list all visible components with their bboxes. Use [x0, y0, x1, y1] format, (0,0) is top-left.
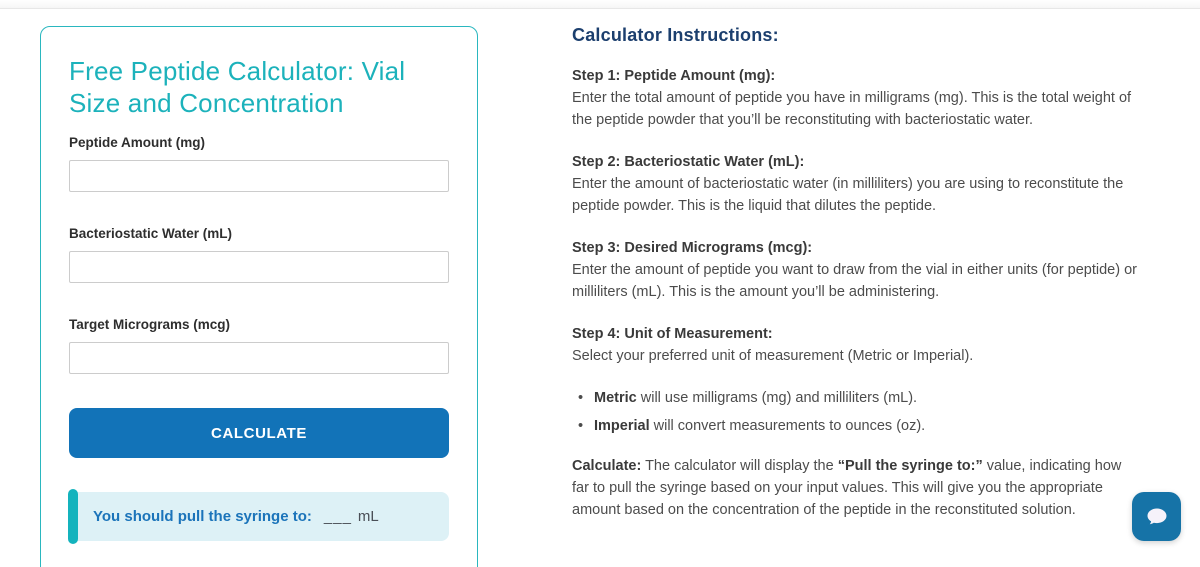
chat-widget-button[interactable] [1132, 492, 1181, 541]
result-accent-bar [68, 489, 78, 544]
target-micrograms-input[interactable] [69, 342, 449, 374]
instruction-step-1 [572, 65, 1140, 131]
result-label: You should pull the syringe to: [93, 508, 312, 525]
field-target-micrograms [69, 317, 449, 374]
calculator-title: Free Peptide Calculator: Vial Size and Concentration [69, 56, 406, 118]
calculate-note-text-1: The calculator will display the [641, 458, 838, 474]
peptide-amount-input[interactable] [69, 160, 449, 192]
header-bottom-edge [0, 0, 1200, 9]
step-1-title: Step 1: Peptide Amount (mg): [572, 68, 776, 84]
calculate-note-text-2: value, indicating how far to pull the syringe based on your input values. This will give you the appropriate amount based on the concentration of the peptide in the reconstituted solution. [572, 458, 1122, 518]
step-3-body: Enter the amount of peptide you want to draw from the vial in either units (for peptide) or milliliters (mL). This is the amount you’ll be administering. [572, 262, 1137, 300]
metric-bullet [578, 387, 1140, 409]
imperial-bullet-text: will convert measurements to ounces (oz). [649, 418, 926, 434]
calculate-note-quote: “Pull the syringe to:” [837, 458, 983, 474]
imperial-bullet-bold: Imperial [594, 418, 650, 434]
step-4-title: Step 4: Unit of Measurement: [572, 326, 773, 342]
result-unit: mL [357, 508, 379, 525]
calculate-note [572, 455, 1140, 521]
instruction-step-3 [572, 237, 1140, 303]
metric-bullet-bold: Metric [594, 390, 637, 406]
bacteriostatic-water-input[interactable] [69, 251, 449, 283]
step-1-body: Enter the total amount of peptide you have in milligrams (mg). This is the total weight of the peptide powder that you’ll be reconstituting with bacteriostatic water. [572, 90, 1132, 128]
step-4-body: Select your preferred unit of measurement (Metric or Imperial). [572, 348, 974, 364]
chat-bubble-icon [1144, 505, 1170, 529]
calculate-button[interactable]: CALCULATE [69, 408, 449, 458]
step-2-title: Step 2: Bacteriostatic Water (mL): [572, 154, 805, 170]
target-micrograms-label: Target Micrograms (mcg) [69, 317, 231, 332]
peptide-amount-label: Peptide Amount (mg) [69, 135, 205, 150]
step-3-title: Step 3: Desired Micrograms (mcg): [572, 240, 813, 256]
calculator-instructions [572, 25, 1140, 521]
result-value-blank: ___ [323, 508, 352, 525]
unit-bullet-list [578, 387, 1140, 437]
metric-bullet-text: will use milligrams (mg) and milliliters (mL). [636, 390, 918, 406]
bullet-marker: • [578, 390, 584, 406]
instructions-heading: Calculator Instructions: [572, 25, 779, 45]
bullet-marker: • [578, 418, 584, 434]
peptide-calculator-card [40, 26, 478, 567]
bacteriostatic-water-label: Bacteriostatic Water (mL) [69, 226, 233, 241]
instruction-step-2 [572, 151, 1140, 217]
field-peptide-amount [69, 135, 449, 192]
imperial-bullet [578, 415, 1140, 437]
step-2-body: Enter the amount of bacteriostatic water (in milliliters) you are using to reconstitute the peptide powder. This is the liquid that dilutes the peptide. [572, 176, 1124, 214]
result-box [69, 492, 449, 541]
field-bacteriostatic-water [69, 226, 449, 283]
calculate-note-lead: Calculate: [572, 458, 642, 474]
instruction-step-4 [572, 323, 1140, 367]
